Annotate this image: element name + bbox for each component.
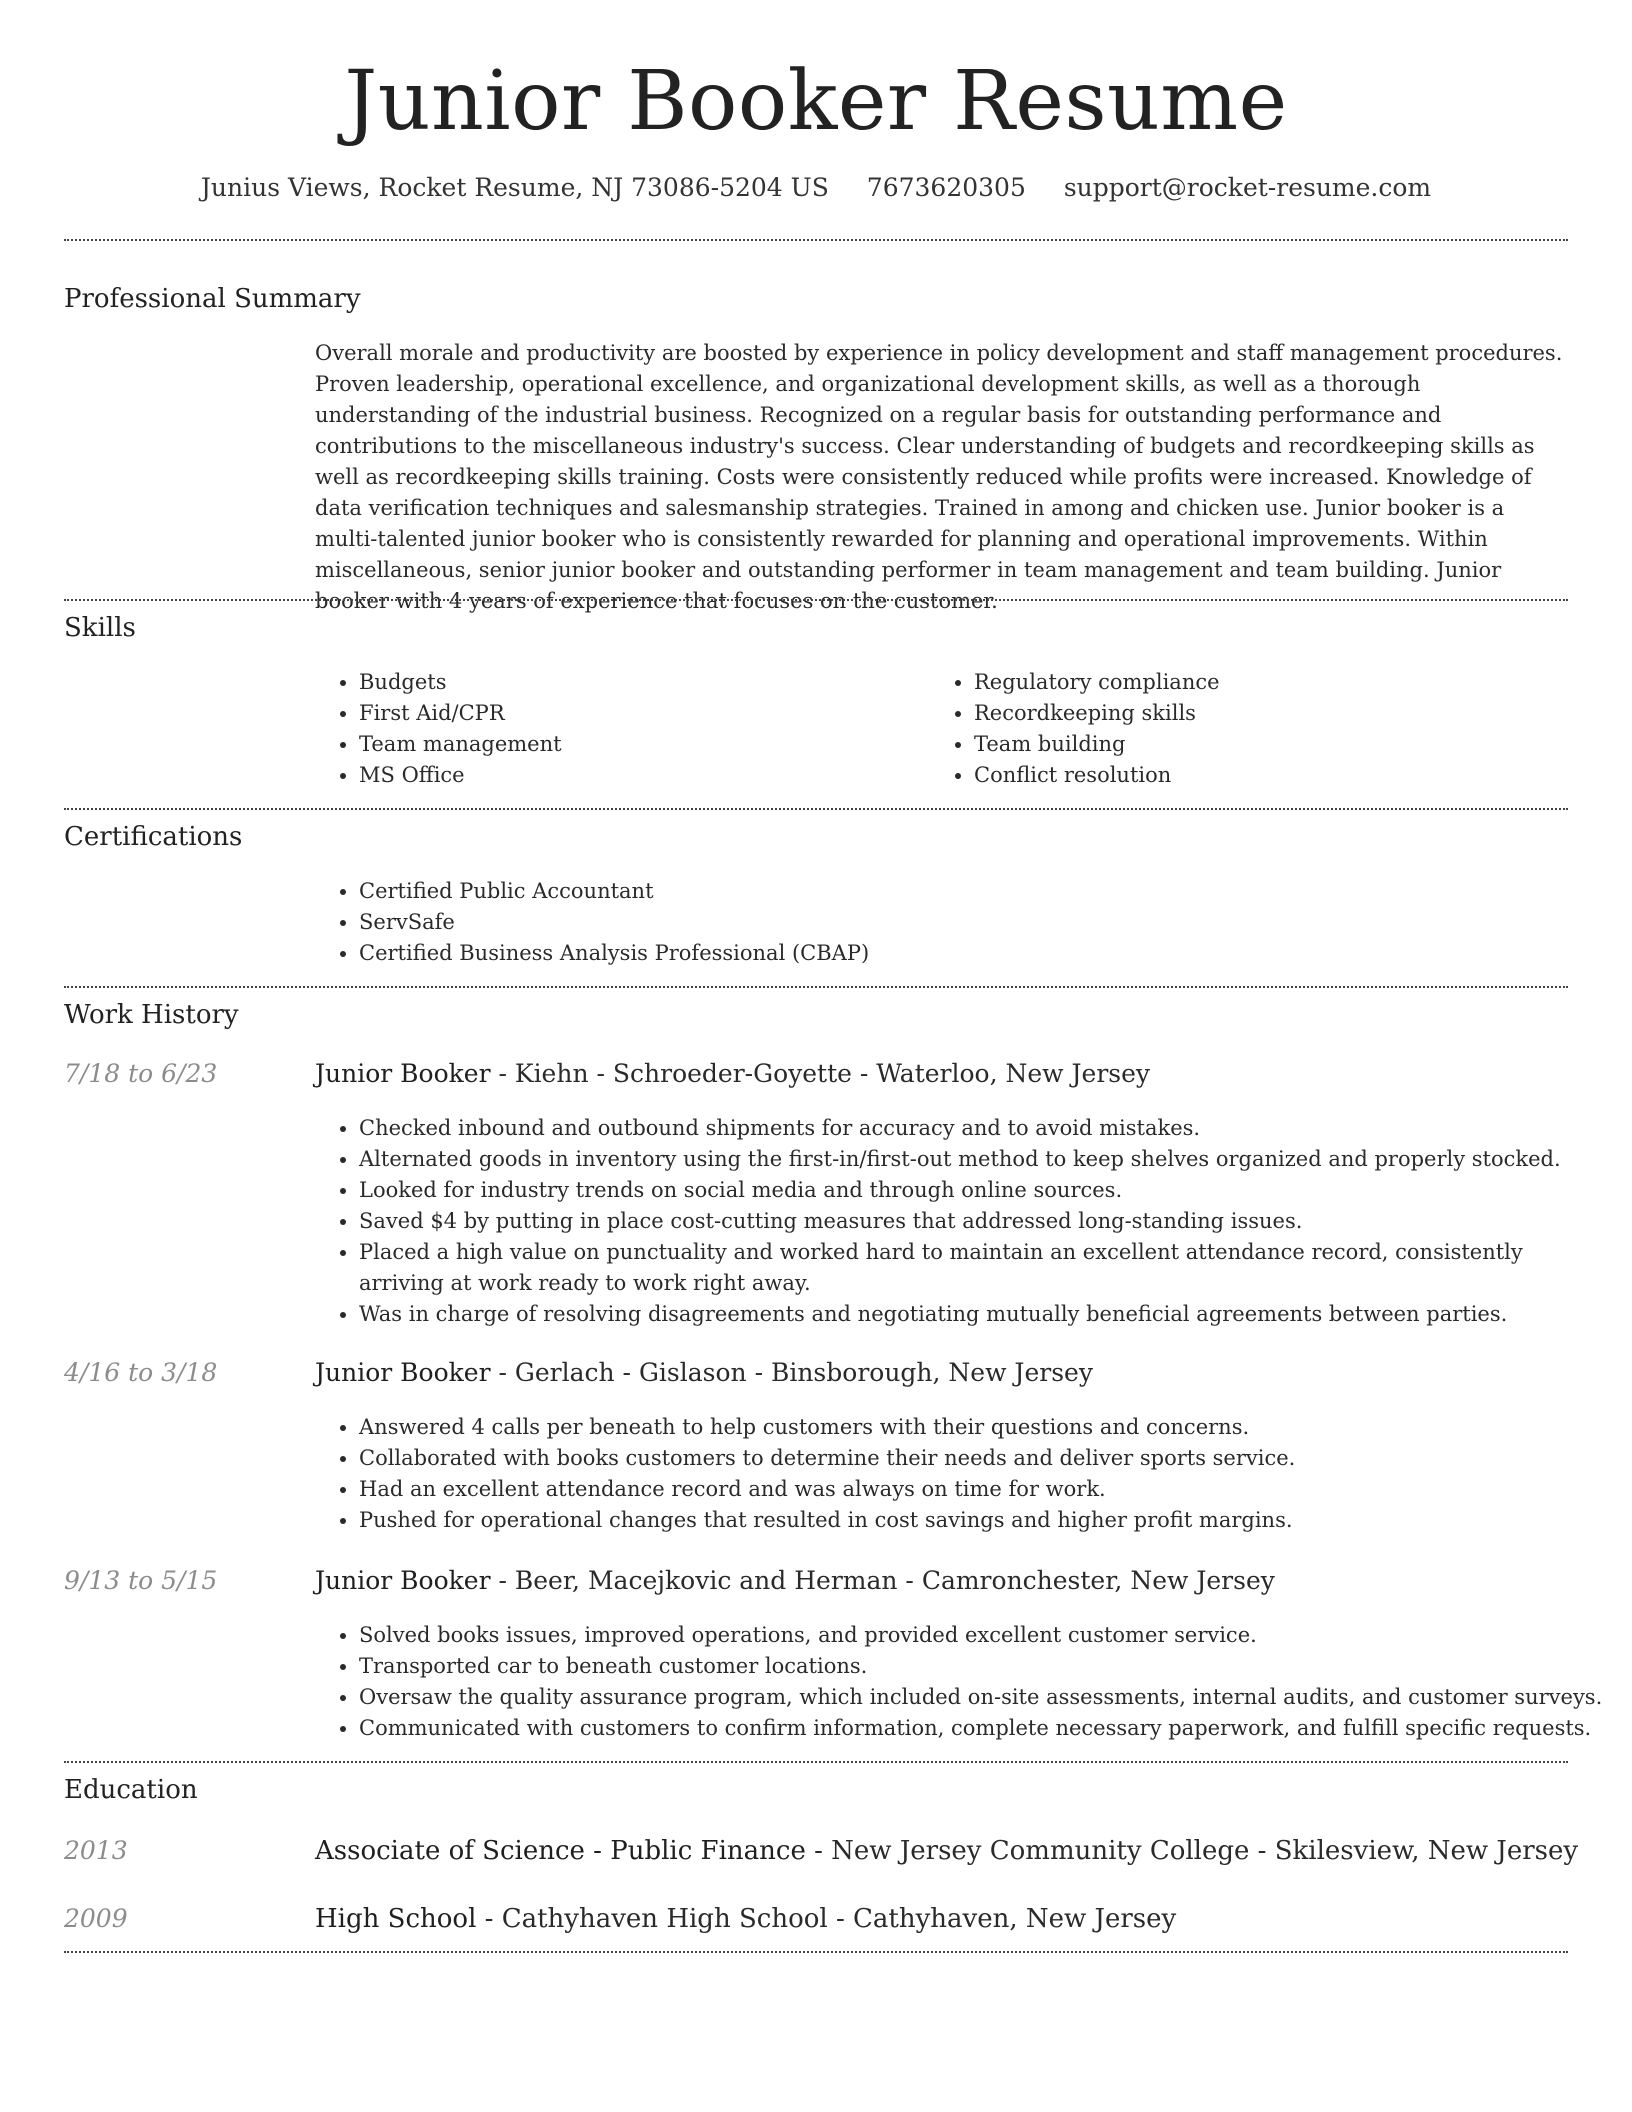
job-bullet: • Checked inbound and outbound shipments for accuracy and to avoid mistakes. [359,1113,1609,1144]
skill-item: • Recordkeeping skills [974,698,1574,729]
job-bullet: • Had an excellent attendance record and was always on time for work. [359,1474,1609,1505]
section-title-work-history: Work History [64,1000,239,1030]
job-bullets [315,1620,1609,1744]
job-bullet: • Oversaw the quality assurance program, which included on-site assessments, internal audits, and customer surveys. [359,1682,1609,1713]
job-bullets [315,1412,1609,1536]
certification-item: • Certified Business Analysis Professional (CBAP) [359,938,1559,969]
education-details: - Cathyhaven High School - Cathyhaven, New Jersey [476,1904,1177,1934]
job-dates: 4/16 to 3/18 [64,1358,218,1387]
job-bullet: • Solved books issues, improved operations, and provided excellent customer service. [359,1620,1609,1651]
job-bullets [315,1113,1609,1330]
job-bullet: • Collaborated with books customers to determine their needs and deliver sports service. [359,1443,1609,1474]
certification-item: • Certified Public Accountant [359,876,1559,907]
job-heading [315,1355,1093,1391]
education-degree: Associate of Science - Public Finance [315,1836,806,1866]
job-bullet: • Communicated with customers to confirm information, complete necessary paperwork, and fulfill specific requests. [359,1713,1609,1744]
job-details: - Kiehn - Schroeder-Goyette - Waterloo, New Jersey [490,1059,1151,1088]
resume-title: Junior Booker Resume [344,54,1288,149]
divider [64,239,1568,241]
contact-phone: 7673620305 [866,173,1026,202]
job-details: - Beer, Macejkovic and Herman - Camronchester, New Jersey [490,1566,1275,1595]
skill-item: • Team management [359,729,919,760]
job-bullet: • Saved $4 by putting in place cost-cutting measures that addressed long-standing issues. [359,1206,1609,1237]
skill-item: • Regulatory compliance [974,667,1574,698]
job-bullet: • Placed a high value on punctuality and worked hard to maintain an excellent attendance record, consistently arriving at work ready to work right away. [359,1237,1609,1299]
skills-list-left [315,667,919,791]
job-bullet: • Was in charge of resolving disagreements and negotiating mutually beneficial agreements between parties. [359,1299,1609,1330]
job-dates: 9/13 to 5/15 [64,1566,218,1595]
divider [64,599,1568,601]
skill-item: • Team building [974,729,1574,760]
education-year: 2013 [64,1836,128,1865]
job-heading [315,1563,1275,1599]
job-role: Junior Booker [315,1059,491,1088]
section-title-certifications: Certifications [64,822,243,852]
job-details: - Gerlach - Gislason - Binsborough, New Jersey [490,1358,1093,1387]
summary-text: Overall morale and productivity are boosted by experience in policy development and staff management procedures. Proven leadership, operational excellence, and organizational development skills, as well as a thorough understanding of the industrial business. Recognized on a regular basis for outstanding performance and contributions to the miscellaneous industry's success. Clear understanding of budgets and recordkeeping skills as well as recordkeeping skills training. Costs were consistently reduced while profits were increased. Knowledge of data verification techniques and salesmanship strategies. Trained in among and chicken use. Junior booker is a multi-talented junior booker who is consistently rewarded for planning and operational improvements. Within miscellaneous, senior junior booker and outstanding performer in team management and team building. Junior booker with 4 years of experience that focuses on the customer. [315,341,1563,613]
job-role: Junior Booker [315,1358,491,1387]
job-dates: 7/18 to 6/23 [64,1059,218,1088]
contact-address: Junius Views, Rocket Resume, NJ 73086-5204 US [200,173,829,202]
contact-line [0,168,1632,208]
education-year: 2009 [64,1904,128,1933]
divider [64,1951,1568,1953]
certification-item: • ServSafe [359,907,1559,938]
section-title-skills: Skills [64,613,136,643]
section-title-education: Education [64,1775,198,1805]
education-degree: High School [315,1904,477,1934]
job-bullet: • Answered 4 calls per beneath to help customers with their questions and concerns. [359,1412,1609,1443]
skill-item: • Budgets [359,667,919,698]
education-entry [315,1832,1578,1870]
section-title-summary: Professional Summary [64,284,361,314]
skill-item: • Conflict resolution [974,760,1574,791]
certifications-list [315,876,1559,969]
job-bullet: • Pushed for operational changes that resulted in cost savings and higher profit margins. [359,1505,1609,1536]
skills-list-right [930,667,1574,791]
education-entry [315,1900,1176,1938]
contact-email: support@rocket-resume.com [1063,173,1432,202]
divider [64,986,1568,988]
divider [64,808,1568,810]
divider [64,1761,1568,1763]
job-role: Junior Booker [315,1566,491,1595]
skill-item: • First Aid/CPR [359,698,919,729]
job-bullet: • Alternated goods in inventory using the first-in/first-out method to keep shelves organized and properly stocked. [359,1144,1609,1175]
education-details: - New Jersey Community College - Skilesview, New Jersey [805,1836,1579,1866]
skill-item: • MS Office [359,760,919,791]
job-bullet: • Looked for industry trends on social media and through online sources. [359,1175,1609,1206]
job-bullet: • Transported car to beneath customer locations. [359,1651,1609,1682]
job-heading [315,1056,1150,1092]
